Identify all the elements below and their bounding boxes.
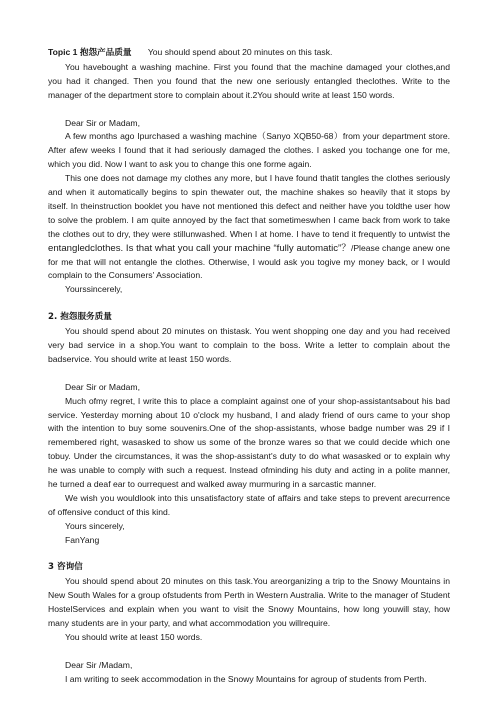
topic1-label: Topic 1 [48,47,78,57]
topic1-paragraph-1: A few months ago Ipurchased a washing machine（Sanyo XQB50-68）from your department store. After afew weeks I found that it had seriously damaged the clothes. I asked you tochange one for me, which you did. Now I want to ask you to change this one forme again. [48,131,450,170]
topic1-closing: Yourssincerely, [65,284,123,295]
topic1-title: 抱怨产品质量 [79,48,132,58]
topic2-paragraph-1: Much ofmy regret, I write this to place a complaint against one of your shop-assistantsabout his bad service. Yesterday morning about 10 o'clock my husband, I and alady friend of ours came to your shop with the intention to buy some souvenirs.One of the shop-assistants, whose badge number was 29 if I remembered right, wasasked to show us some of the bronze wares so that we could decide which one tobuy. Under the circumstances, it was the shop-assistant's duty to do what wasasked or to explain why he was unable to comply with such a request. Instead ofminding his duty and acting in a polite manner, he turned a deaf ear to ourrequest and walked away murmuring in a sarcastic manner. [48,395,450,490]
topic1-time-note: You should spend about 20 minutes on this task. [147,47,333,57]
topic3-number: 3 [48,562,54,573]
topic1-salutation: Dear Sir or Madam, [65,117,140,128]
topic1-heading [48,46,450,61]
topic3-title: 咨询信 [56,562,83,573]
topic2-salutation: Dear Sir or Madam, [65,381,140,392]
topic3-words-note: You should write at least 150 words. [65,632,203,642]
topic2-paragraph-2: We wish you wouldlook into this unsatisfactory state of affairs and take steps to prevent arecurrence of offensive conduct of this kind. [48,492,450,517]
topic1-paragraph-2-part-b: entangledclothes. Is that what you call your machine “fully automatic”？ [48,242,351,254]
topic3-heading [48,561,450,575]
topic2-closing: Yours sincerely, [65,520,125,531]
topic3-salutation: Dear Sir /Madam, [65,659,133,670]
topic2-number: 2. [48,312,58,323]
topic1-prompt: You havebought a washing machine. First you found that the machine damaged your clothes,and you had it changed. Then you found that the new one seriously entangled theclothes. Write to the manager of the department store to complain about it.2You should write at least 150 words. [48,61,450,100]
topic1-paragraph-2-part-a: This one does not damage my clothes any more, but I have found thatit tangles the clothes seriously and when it automatically begins to spin thewater out, the machine shakes so heavily that it stops by itself. In theinstruction booklet you have not mentioned this defect and neither have you toldthe user how to solve the problem. I am quite annoyed by the fact that sometimeswhen I came back from work to take the clothes out to dry, they were stillunwashed. When I at home. I have to tend it frequently to untwist the [48,173,450,239]
topic2-prompt: You should spend about 20 minutes on thistask. You went shopping one day and you had received very bad service in a shop.You want to complain to the boss. Write a letter to complain about the badservice. You should write at least 150 words. [48,326,450,364]
topic2-heading [48,311,450,325]
topic2-signature: FanYang [65,534,100,545]
topic3-paragraph-1: I am writing to seek accommodation in the Snowy Mountains for agroup of students from Perth. [65,673,427,684]
topic1-paragraph-2-part-c: /Please change anew one for me that will not entangle the clothes. Otherwise, I would ask you togive my money back, or I would complain to the Consumers' Association. [48,242,450,281]
topic1-paragraph-2 [48,172,450,283]
topic2-title: 抱怨服务质量 [60,312,112,323]
topic3-prompt: You should spend about 20 minutes on this task.You areorganizing a trip to the Snowy Mountains in New South Wales for a group ofstudents from Perth in Western Australia. Write to the manager of Student HostelServices and explain when you want to visit the Snowy Mountains, how long youwill stay, how many students are in your party, and what accommodation you willrequire. [48,576,450,629]
